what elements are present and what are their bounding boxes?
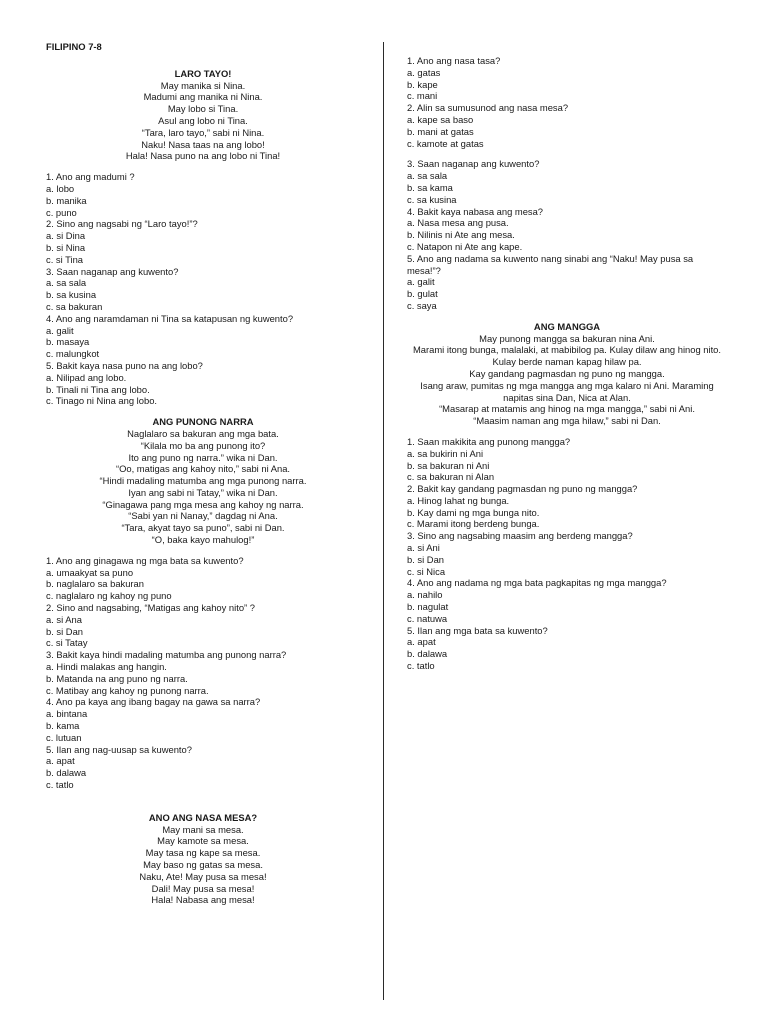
story-line: May lobo si Tina. xyxy=(167,103,239,115)
question-line: a. Nilipad ang lobo. xyxy=(46,371,127,383)
story-line: May kamote sa mesa. xyxy=(157,835,249,847)
story-line: Isang araw, pumitas ng mga mangga ang mga kalaro ni Ani. Maraming xyxy=(420,379,714,391)
question-line: mesa!”? xyxy=(407,264,441,276)
question-list xyxy=(407,158,727,311)
question-line: a. sa sala xyxy=(46,277,87,289)
story-line: Naglalaro sa bakuran ang mga bata. xyxy=(127,427,279,439)
question-line: c. sa bakuran xyxy=(46,300,103,312)
question-line: b. sa kama xyxy=(407,181,453,193)
story-laro-tayo xyxy=(46,68,360,162)
story-title: ANG PUNONG NARRA xyxy=(152,416,254,428)
question-line: b. sa kusina xyxy=(46,289,97,301)
question-line: a. galit xyxy=(407,276,435,288)
question-line: c. puno xyxy=(46,206,77,218)
question-line: c. natuwa xyxy=(407,612,448,624)
question-list xyxy=(407,55,727,149)
story-line: “O, baka kayo mahulog!” xyxy=(151,534,255,546)
story-line: “Hindi madaling matumba ang mga punong narra. xyxy=(99,475,307,487)
story-line: Asul ang lobo ni Tina. xyxy=(158,114,248,126)
story-line: Madumi ang manika ni Nina. xyxy=(143,91,263,103)
story-line: Kay gandang pagmasdan ng puno ng mangga. xyxy=(469,367,665,379)
question-line: 5. Ilan ang nag-uusap sa kuwento? xyxy=(46,743,192,755)
question-line: c. sa kusina xyxy=(407,193,457,205)
question-line: b. mani at gatas xyxy=(407,125,474,137)
story-line: Naku, Ate! May pusa sa mesa! xyxy=(139,870,267,882)
question-line: 1. Ano ang nasa tasa? xyxy=(407,55,501,66)
story-ano-ang-nasa-mesa xyxy=(46,812,360,906)
question-line: 4. Ano ang naramdaman ni Tina sa katapusan ng kuwento? xyxy=(46,312,294,324)
story-line: “Masarap at matamis ang hinog na mga mangga,” sabi ni Ani. xyxy=(439,403,695,415)
story-line: “Ginagawa pang mga mesa ang kahoy ng narra. xyxy=(102,498,304,510)
story-line: Kulay berde naman kapag hilaw pa. xyxy=(492,356,642,368)
question-line: c. sa bakuran ni Alan xyxy=(407,471,495,483)
question-line: c. tatlo xyxy=(46,779,74,791)
story-text xyxy=(407,333,727,427)
question-line: c. si Tatay xyxy=(46,637,88,649)
story-line: May baso ng gatas sa mesa. xyxy=(143,859,263,870)
question-line: 2. Bakit kay gandang pagmasdan ng puno ng mangga? xyxy=(407,483,638,495)
question-line: c. Tinago ni Nina ang lobo. xyxy=(46,395,158,407)
question-line: b. manika xyxy=(46,194,87,206)
question-line: b. kape xyxy=(407,78,438,90)
story-line: “Oo, matigas ang kahoy nito,” sabi ni Ana. xyxy=(115,463,291,475)
question-line: a. apat xyxy=(407,636,436,648)
question-line: c. malungkot xyxy=(46,348,100,360)
question-list xyxy=(46,555,360,791)
question-line: b. si Nina xyxy=(46,241,86,253)
story-line: Iyan ang sabi ni Tatay,” wika ni Dan. xyxy=(128,486,278,498)
question-line: 2. Sino and nagsabing, “Matigas ang kahoy nito” ? xyxy=(46,602,255,614)
question-line: b. dalawa xyxy=(407,648,448,660)
story-text xyxy=(46,428,360,546)
question-line: 1. Ano ang ginagawa ng mga bata sa kuwento? xyxy=(46,554,244,566)
story-title: LARO TAYO! xyxy=(174,67,232,79)
question-line: b. naglalaro sa bakuran xyxy=(46,578,144,590)
question-line: 1. Saan makikita ang punong mangga? xyxy=(407,435,571,447)
story-line: “Tara, laro tayo,” sabi ni Nina. xyxy=(141,126,265,138)
question-line: b. Tinali ni Tina ang lobo. xyxy=(46,383,150,395)
story-line: Dali! May pusa sa mesa! xyxy=(151,882,255,894)
question-line: c. kamote at gatas xyxy=(407,137,484,149)
question-line: b. kama xyxy=(46,720,80,732)
story-line: “Tara, akyat tayo sa puno”, sabi ni Dan. xyxy=(121,522,285,534)
question-line: b. dalawa xyxy=(46,767,87,779)
question-line: b. si Dan xyxy=(407,553,444,565)
question-line: c. mani xyxy=(407,90,438,102)
question-line: a. bintana xyxy=(46,708,88,720)
question-line: b. masaya xyxy=(46,336,90,348)
question-line: 3. Saan naganap ang kuwento? xyxy=(407,158,540,170)
question-line: a. umaakyat sa puno xyxy=(46,566,134,578)
story-line: May punong mangga sa bakuran nina Ani. xyxy=(479,332,655,344)
question-line: 5. Bakit kaya nasa puno na ang lobo? xyxy=(46,359,203,371)
story-line: “Sabi yan ni Nanay,” dagdag ni Ana. xyxy=(128,510,278,522)
question-line: 3. Sino ang nagsabing maasim ang berdeng mangga? xyxy=(407,530,633,542)
question-line: c. si Nica xyxy=(407,565,446,577)
question-line: c. naglalaro ng kahoy ng puno xyxy=(46,590,172,602)
question-line: b. nagulat xyxy=(407,601,449,613)
question-line: 5. Ilan ang mga bata sa kuwento? xyxy=(407,624,548,636)
story-line: Naku! Nasa taas na ang lobo! xyxy=(141,138,265,150)
story-ang-mangga xyxy=(407,321,727,427)
question-line: a. si Dina xyxy=(46,230,86,242)
question-line: 3. Bakit kaya hindi madaling matumba ang punong narra? xyxy=(46,649,287,661)
question-line: a. Nasa mesa ang pusa. xyxy=(407,217,509,229)
question-line: a. Hinog lahat ng bunga. xyxy=(407,494,510,506)
question-line: 2. Sino ang nagsabi ng “Laro tayo!”? xyxy=(46,218,198,230)
story-title: ANO ANG NASA MESA? xyxy=(148,811,258,823)
question-line: 4. Ano pa kaya ang ibang bagay na gawa sa narra? xyxy=(46,696,261,708)
question-line: c. Matibay ang kahoy ng punong narra. xyxy=(46,684,209,696)
column-divider xyxy=(383,42,384,1000)
question-line: 5. Ano ang nadama sa kuwento nang sinabi ang “Naku! May pusa sa xyxy=(407,252,694,264)
story-line: Ito ang puno ng narra.” wika ni Dan. xyxy=(128,451,278,463)
question-line: 3. Saan naganap ang kuwento? xyxy=(46,265,179,277)
story-line: Hala! Nasa puno na ang lobo ni Tina! xyxy=(125,150,281,162)
question-line: 2. Alin sa sumusunod ang nasa mesa? xyxy=(407,102,569,114)
question-line: 1. Ano ang madumi ? xyxy=(46,171,135,183)
question-line: b. gulat xyxy=(407,288,438,300)
question-list xyxy=(46,171,360,407)
question-line: c. saya xyxy=(407,299,437,311)
question-line: c. si Tina xyxy=(46,253,83,265)
question-line: a. sa bukirin ni Ani xyxy=(407,447,484,459)
question-line: a. apat xyxy=(46,755,75,767)
question-line: a. kape sa baso xyxy=(407,113,474,125)
story-line: May tasa ng kape sa mesa. xyxy=(145,847,261,859)
question-list xyxy=(407,436,727,672)
right-column xyxy=(407,55,727,672)
question-line: a. galit xyxy=(46,324,74,336)
question-line: a. sa sala xyxy=(407,170,448,182)
question-line: c. tatlo xyxy=(407,660,435,672)
question-line: c. Marami itong berdeng bunga. xyxy=(407,518,540,530)
question-line: b. Nilinis ni Ate ang mesa. xyxy=(407,229,515,241)
story-line: napitas sina Dan, Nica at Alan. xyxy=(503,391,631,403)
story-line: May mani sa mesa. xyxy=(162,823,244,835)
story-ang-punong-narra xyxy=(46,416,360,546)
question-line: a. si Ana xyxy=(46,613,82,625)
question-line: c. lutuan xyxy=(46,731,82,743)
story-text xyxy=(46,824,360,907)
story-title: ANG MANGGA xyxy=(533,320,601,332)
question-line: c. Natapon ni Ate ang kape. xyxy=(407,240,523,252)
question-line: b. si Dan xyxy=(46,625,83,637)
question-line: b. sa bakuran ni Ani xyxy=(407,459,490,471)
question-line: a. gatas xyxy=(407,66,441,78)
story-text xyxy=(46,80,360,163)
question-line: 4. Ano ang nadama ng mga bata pagkapitas ng mga mangga? xyxy=(407,577,667,589)
question-line: 4. Bakit kaya nabasa ang mesa? xyxy=(407,205,544,217)
story-line: Hala! Nabasa ang mesa! xyxy=(151,894,255,906)
left-column xyxy=(46,41,360,915)
question-line: b. Kay dami ng mga bunga nito. xyxy=(407,506,540,518)
story-line: Marami itong bunga, malalaki, at mabibilog pa. Kulay dilaw ang hinog nito. xyxy=(413,344,721,356)
question-line: a. nahilo xyxy=(407,589,443,601)
story-line: “Kilala mo ba ang punong ito? xyxy=(140,439,266,451)
question-line: b. Matanda na ang puno ng narra. xyxy=(46,672,188,684)
story-line: May manika si Nina. xyxy=(160,79,246,91)
story-line: “Maasim naman ang mga hilaw,” sabi ni Dan. xyxy=(473,415,661,427)
question-line: a. si Ani xyxy=(407,542,440,554)
question-line: a. Hindi malakas ang hangin. xyxy=(46,661,167,673)
question-line: a. lobo xyxy=(46,182,75,194)
document-title: FILIPINO 7-8 xyxy=(46,41,102,52)
